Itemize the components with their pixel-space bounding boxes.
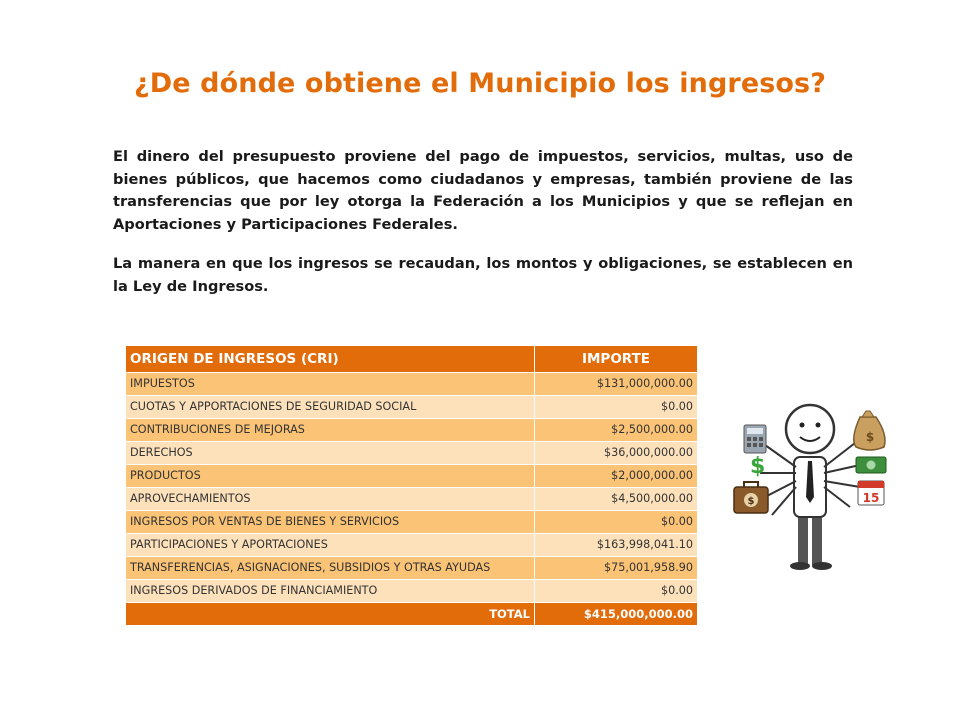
table-row [126, 419, 698, 442]
left-shoe [790, 562, 810, 570]
total-label: TOTAL [126, 603, 535, 626]
table-row [126, 488, 698, 511]
right-leg [812, 513, 822, 565]
table-row [126, 534, 698, 557]
intro-paragraph: El dinero del presupuesto proviene del pago de impuestos, servicios, multas, uso de bienes públicos, que hacemos como ciudadanos y empresas, también proviene de las transferencias que por ley otorga la Federación a los Municipios y que se reflejan en Aportaciones y Participaciones Federales. [113, 148, 853, 233]
table-row [126, 442, 698, 465]
row-concept: IMPUESTOS [126, 373, 535, 396]
page-title: ¿De dónde obtiene el Municipio los ingresos? [134, 68, 826, 99]
dollar-sign-icon: $ [750, 454, 766, 479]
row-concept: INGRESOS POR VENTAS DE BIENES Y SERVICIOS [126, 511, 535, 534]
income-table [125, 345, 698, 626]
calendar-icon [858, 481, 884, 505]
banknote-icon [856, 457, 886, 473]
left-leg [798, 513, 808, 565]
header-amount: IMPORTE [535, 346, 698, 373]
law-paragraph: La manera en que los ingresos se recaudan, los montos y obligaciones, se establecen en la Ley de Ingresos. [113, 255, 853, 295]
total-amount: $415,000,000.00 [535, 603, 698, 626]
row-concept: CUOTAS Y APPORTACIONES DE SEGURIDAD SOCIAL [126, 396, 535, 419]
table-total-row [126, 603, 698, 626]
money-bag-icon [854, 411, 885, 450]
row-concept: CONTRIBUCIONES DE MEJORAS [126, 419, 535, 442]
row-amount: $0.00 [535, 511, 698, 534]
row-concept: APROVECHAMIENTOS [126, 488, 535, 511]
table-header-row [126, 346, 698, 373]
table-row [126, 465, 698, 488]
table-row [126, 511, 698, 534]
row-concept: DERECHOS [126, 442, 535, 465]
calculator-icon [744, 425, 766, 453]
row-amount: $0.00 [535, 580, 698, 603]
row-concept: PARTICIPACIONES Y APORTACIONES [126, 534, 535, 557]
row-amount: $2,000,000.00 [535, 465, 698, 488]
right-eye [816, 423, 821, 428]
table-row [126, 373, 698, 396]
table-row [126, 557, 698, 580]
svg-text:$: $ [747, 496, 755, 507]
row-amount: $131,000,000.00 [535, 373, 698, 396]
row-amount: $163,998,041.10 [535, 534, 698, 557]
table-row [126, 396, 698, 419]
left-eye [800, 423, 805, 428]
money-juggler-illustration [720, 395, 900, 575]
header-origin: ORIGEN DE INGRESOS (CRI) [126, 346, 535, 373]
row-concept: PRODUCTOS [126, 465, 535, 488]
row-concept: INGRESOS DERIVADOS DE FINANCIAMIENTO [126, 580, 535, 603]
row-amount: $36,000,000.00 [535, 442, 698, 465]
svg-text:$: $ [865, 430, 875, 444]
row-amount: $75,001,958.90 [535, 557, 698, 580]
row-amount: $4,500,000.00 [535, 488, 698, 511]
row-concept: TRANSFERENCIAS, ASIGNACIONES, SUBSIDIOS Y OTRAS AYUDAS [126, 557, 535, 580]
svg-text:15: 15 [862, 491, 880, 505]
head [786, 405, 834, 453]
row-amount: $0.00 [535, 396, 698, 419]
table-row [126, 580, 698, 603]
briefcase-icon [734, 482, 768, 513]
row-amount: $2,500,000.00 [535, 419, 698, 442]
right-shoe [812, 562, 832, 570]
